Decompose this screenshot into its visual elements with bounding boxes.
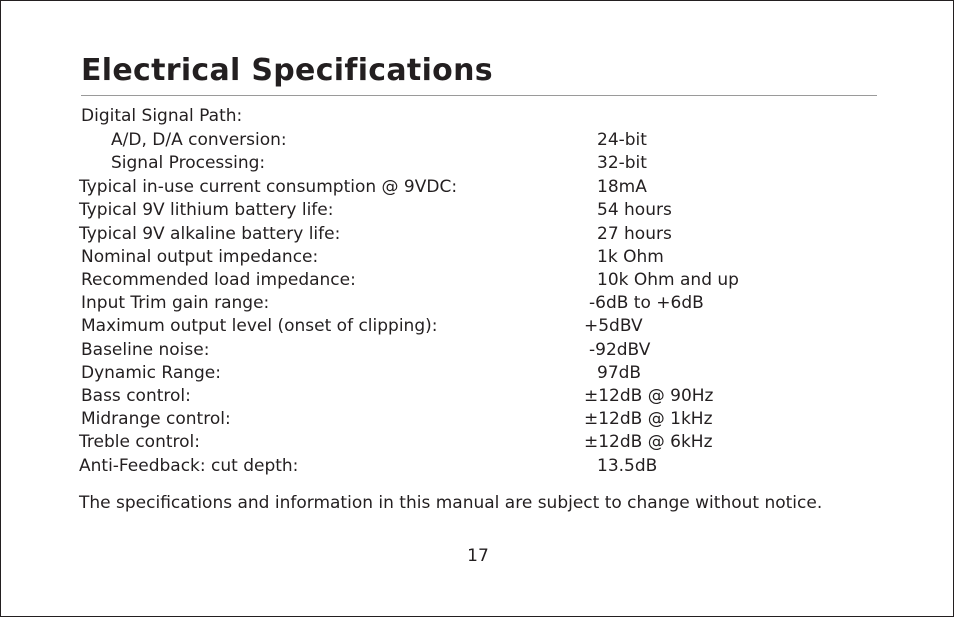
spec-label: A/D, D/A conversion: (111, 130, 287, 150)
spec-label: Midrange control: (81, 409, 231, 429)
spec-label: Bass control: (81, 386, 191, 406)
spec-value: -92dBV (589, 340, 651, 360)
spec-label: Nominal output impedance: (81, 247, 319, 267)
spec-label: Anti-Feedback: cut depth: (79, 456, 299, 476)
spec-value: ±12dB @ 1kHz (584, 409, 713, 429)
disclaimer-note: The specifications and information in this manual are subject to change without notice. (79, 493, 823, 513)
spec-value: 10k Ohm and up (597, 270, 739, 290)
spec-label: Signal Processing: (111, 153, 266, 173)
spec-value: 18mA (597, 177, 647, 197)
spec-label: Recommended load impedance: (81, 270, 356, 290)
spec-label: Input Trim gain range: (81, 293, 270, 313)
spec-label: Maximum output level (onset of clipping): (81, 316, 438, 336)
page-title: Electrical Specifications (81, 53, 493, 88)
spec-value: -6dB to +6dB (589, 293, 704, 313)
spec-value: ±12dB @ 90Hz (584, 386, 714, 406)
spec-value: 32-bit (597, 153, 647, 173)
spec-value: 97dB (597, 363, 642, 383)
title-divider (81, 95, 877, 96)
spec-value: 24-bit (597, 130, 647, 150)
spec-label: Treble control: (79, 432, 200, 452)
spec-label: Typical 9V alkaline battery life: (79, 224, 341, 244)
spec-label: Typical in-use current consumption @ 9VDC: (79, 177, 458, 197)
section-heading: Digital Signal Path: (81, 106, 243, 126)
spec-label: Typical 9V lithium battery life: (79, 200, 334, 220)
spec-label: Baseline noise: (81, 340, 210, 360)
spec-value: 13.5dB (597, 456, 658, 476)
spec-value: ±12dB @ 6kHz (584, 432, 713, 452)
spec-label: Dynamic Range: (81, 363, 221, 383)
page-number: 17 (467, 546, 489, 566)
spec-value: 54 hours (597, 200, 672, 220)
spec-value: +5dBV (584, 316, 643, 336)
spec-value: 1k Ohm (597, 247, 664, 267)
spec-value: 27 hours (597, 224, 672, 244)
